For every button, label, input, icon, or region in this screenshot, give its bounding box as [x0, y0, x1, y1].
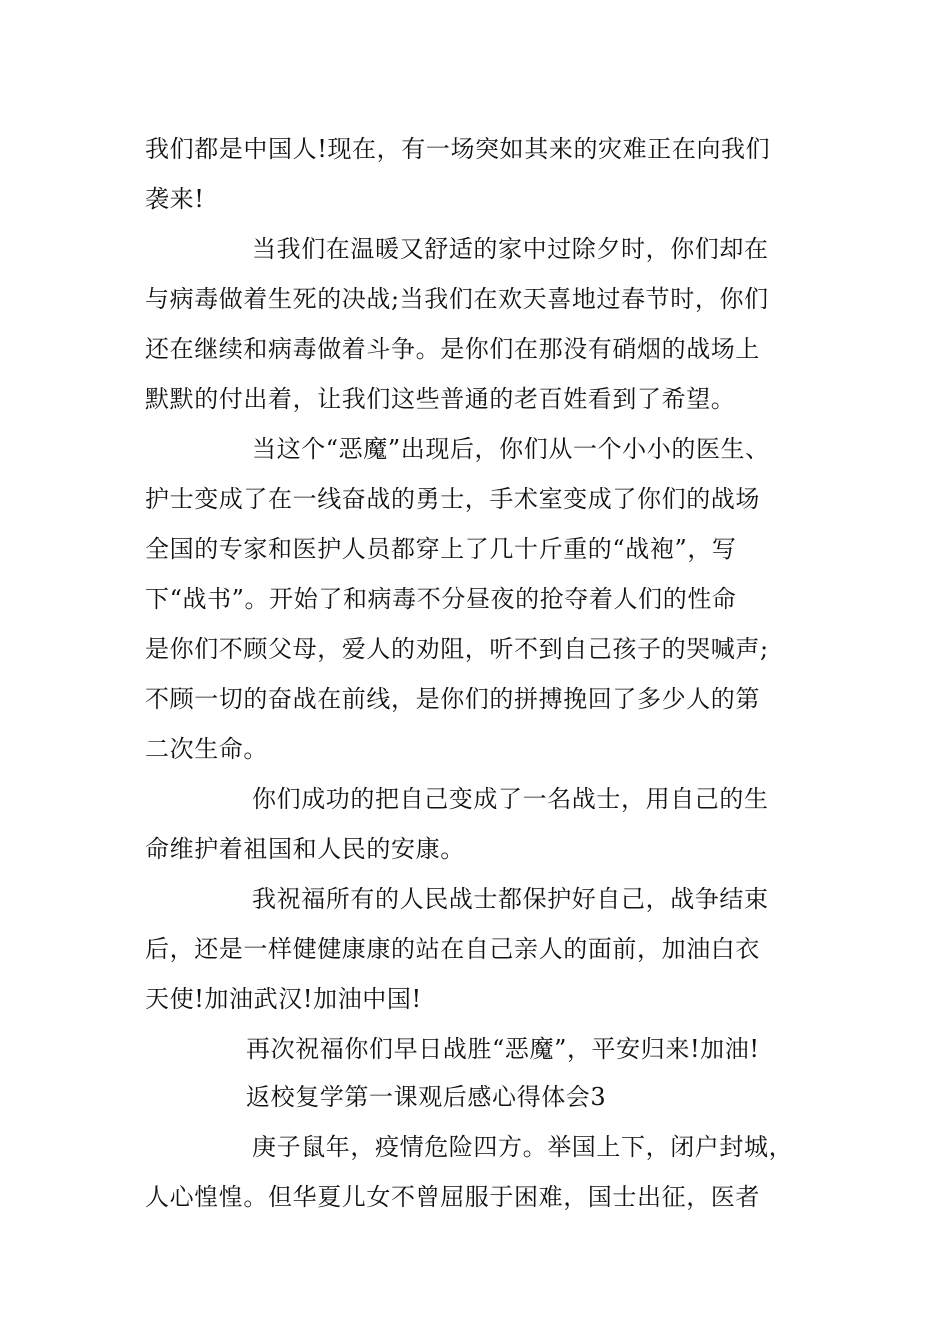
paragraph-start: 当这个“恶魔”出现后，你们从一个小小的医生、	[252, 435, 770, 463]
text-line: 天使!加油武汉!加油中国!	[145, 985, 422, 1013]
paragraph-start: 再次祝福你们早日战胜“恶魔”，平安归来!加油!	[246, 1035, 760, 1063]
text-line: 全国的专家和医护人员都穿上了几十斤重的“战袍”，写	[145, 535, 737, 563]
text-line: 不顾一切的奋战在前线，是你们的拼搏挽回了多少人的第	[145, 685, 760, 713]
text-line: 与病毒做着生死的决战;当我们在欢天喜地过春节时，你们	[145, 285, 769, 313]
section-heading: 返校复学第一课观后感心得体会3	[246, 1083, 607, 1111]
text-line: 命维护着祖国和人民的安康。	[145, 835, 465, 863]
paragraph-start: 你们成功的把自己变成了一名战士，用自己的生	[252, 785, 769, 813]
text-line: 二次生命。	[145, 735, 268, 763]
text-line: 默默的付出着，让我们这些普通的老百姓看到了希望。	[145, 385, 736, 413]
text-line: 后，还是一样健健康康的站在自己亲人的面前，加油白衣	[145, 935, 760, 963]
text-line: 还在继续和病毒做着斗争。是你们在那没有硝烟的战场上	[145, 335, 760, 363]
text-line: 护士变成了在一线奋战的勇士，手术室变成了你们的战场	[145, 485, 760, 513]
paragraph-start: 庚子鼠年，疫情危险四方。举国上下，闭户封城，	[252, 1133, 794, 1161]
text-line: 人心惶惶。但华夏儿女不曾屈服于困难，国士出征，医者	[145, 1183, 760, 1211]
paragraph-start: 我祝福所有的人民战士都保护好自己，战争结束	[252, 885, 769, 913]
text-line: 下“战书”。开始了和病毒不分昼夜的抢夺着人们的性命	[145, 585, 737, 613]
text-line: 袭来!	[145, 185, 205, 213]
paragraph-start: 当我们在温暖又舒适的家中过除夕时，你们却在	[252, 235, 769, 263]
text-line: 是你们不顾父母，爱人的劝阻，听不到自己孩子的哭喊声;	[145, 635, 769, 663]
text-line: 我们都是中国人!现在，有一场突如其来的灾难正在向我们	[145, 135, 771, 163]
